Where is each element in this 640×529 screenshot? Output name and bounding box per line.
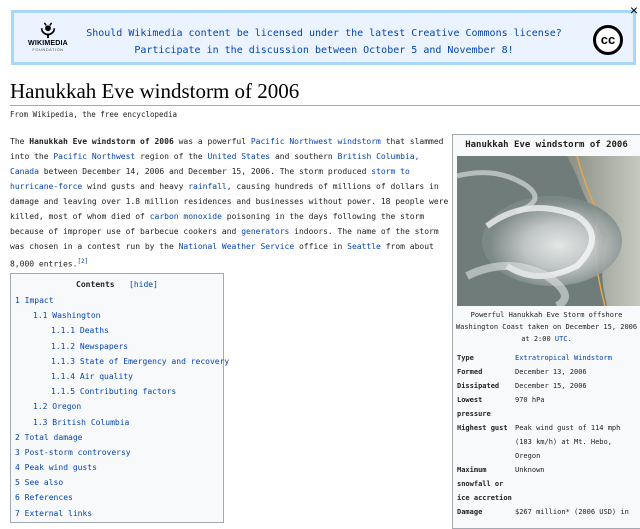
close-icon[interactable]: × (629, 2, 638, 18)
toc-item-label[interactable]: Oregon (52, 402, 82, 412)
toc-hide-toggle[interactable]: [hide] (129, 280, 158, 289)
link-carbon-monoxide[interactable]: carbon monoxide (149, 212, 222, 221)
infobox-key: Lowest pressure (457, 396, 491, 418)
sitenotice-box (11, 10, 636, 65)
toc-item-label[interactable]: Peak wind gusts (24, 463, 97, 473)
reference-link[interactable]: [2] (77, 258, 89, 265)
wikimedia-logo-sub: FOUNDATION (32, 47, 64, 52)
toc-item[interactable] (11, 308, 223, 323)
infobox-row (453, 505, 640, 519)
toc-item[interactable] (11, 506, 223, 521)
satellite-storm-image (457, 156, 640, 306)
toc-item-number: 1.2 (33, 402, 48, 412)
toc-item[interactable] (11, 339, 223, 354)
toc-item[interactable] (11, 415, 223, 430)
link-utc[interactable]: UTC (554, 335, 568, 343)
caption-text-end: . (567, 335, 572, 343)
infobox-value: 970 hPa (515, 396, 545, 404)
lead-text: , causing hundreds of millions of dollars in damage and leaving over 1.8 million residences and businesses without power. 18 people were killed, most of whom died of (10, 182, 449, 221)
lead-text: The (10, 137, 30, 146)
toc-item-label[interactable]: See also (24, 478, 64, 488)
lead-paragraph (10, 134, 450, 272)
lead-text: office in (294, 242, 348, 251)
toc-item-number: 1.1 (33, 311, 48, 321)
lead-text: from about 8,000 entries. (10, 242, 434, 269)
infobox-key: Type (457, 354, 474, 362)
toc-item-label[interactable]: Air quality (79, 371, 133, 381)
toc-item-number: 3 (15, 447, 20, 457)
toc-item[interactable] (11, 293, 223, 308)
toc-header (11, 280, 223, 289)
infobox-key: Formed (457, 368, 483, 376)
title-divider (10, 105, 640, 106)
link-united-states[interactable]: United States (207, 152, 271, 161)
toc-item-label[interactable]: External links (24, 508, 93, 518)
toc-item-label[interactable]: Total damage (24, 432, 83, 442)
toc-item-number: 7 (15, 508, 20, 518)
lead-text: that slammed into the (10, 137, 444, 161)
toc-item-number: 2 (15, 432, 20, 442)
lead-text: and southern (270, 152, 338, 161)
infobox-value: December 15, 2006 (515, 382, 587, 390)
toc-list (11, 293, 230, 521)
toc-item-number: 4 (15, 463, 20, 473)
toc-item-label[interactable]: Impact (24, 296, 54, 305)
infobox-value: Unknown (515, 466, 545, 474)
link-seattle[interactable]: Seattle (347, 242, 381, 251)
toc-item[interactable] (11, 384, 223, 399)
toc-item[interactable] (11, 430, 223, 445)
toc-item-number: 1 (15, 296, 20, 305)
infobox-title: Hanukkah Eve windstorm of 2006 (465, 140, 628, 150)
infobox-row (453, 463, 640, 505)
lead-text: region of the (135, 152, 208, 161)
toc-item[interactable] (11, 369, 223, 384)
link-rainfall[interactable]: rainfall (188, 182, 227, 191)
toc-item-number: 6 (15, 493, 20, 503)
link-storm-force[interactable]: storm to hurricane-force (10, 167, 410, 191)
toc-item-label[interactable]: References (24, 493, 73, 503)
link-british-columbia[interactable]: British Columbia, Canada (10, 152, 420, 176)
toc-item-label[interactable]: Deaths (79, 326, 109, 336)
site-tagline: From Wikipedia, the free encyclopedia (10, 110, 178, 119)
satellite-image[interactable] (457, 156, 640, 306)
infobox-value[interactable]: Extratropical Windstorm (515, 354, 612, 362)
infobox-key: Highest gust (457, 424, 508, 432)
toc-item-label[interactable]: State of Emergency and recovery (79, 356, 230, 366)
sitenotice-text (84, 25, 564, 59)
toc-item-label[interactable]: Post-storm controversy (24, 447, 131, 457)
infobox-caption (453, 309, 640, 345)
infobox-key: Dissipated (457, 382, 500, 390)
toc-item[interactable] (11, 323, 223, 338)
wikimedia-logo[interactable] (24, 21, 72, 61)
toc-item-label[interactable]: British Columbia (52, 417, 130, 427)
infobox-row (453, 393, 640, 421)
table-of-contents (10, 273, 230, 523)
lead-text: poisoning in the days following the storm because of improper use of barbecue cookers and (10, 212, 425, 236)
toc-item-number: 1.1.5 (51, 387, 76, 397)
caption-text: Powerful Hanukkah Eve Storm offshore Washington Coast taken on December 15, 2006 at 2:00 (455, 311, 638, 343)
infobox-value: $267 million* (2006 USD) in (515, 508, 629, 516)
toc-item[interactable] (11, 354, 230, 369)
link-pnw-windstorm[interactable]: Pacific Northwest windstorm (250, 137, 381, 146)
infobox-value: December 13, 2006 (515, 368, 587, 376)
sitenotice-line1[interactable]: Should Wikimedia content be licensed under the latest Creative Commons license? (86, 28, 562, 39)
infobox-row (453, 421, 640, 463)
toc-item-number: 1.1.2 (51, 341, 76, 351)
toc-item-number: 1.1.1 (51, 326, 76, 336)
infobox-value: Peak wind gust of 114 mph (183 km/h) at Mt. Hebo, Oregon (515, 424, 621, 460)
infobox-row (453, 351, 640, 365)
infobox-row (453, 365, 640, 379)
toc-item-number: 1.1.3 (51, 356, 76, 366)
page-title: Hanukkah Eve windstorm of 2006 (10, 79, 300, 103)
toc-item[interactable] (11, 445, 223, 460)
link-pacific-northwest[interactable]: Pacific Northwest (53, 152, 136, 161)
lead-text: indoors. The name of the storm was chosen in a contest run by the (10, 227, 439, 251)
toc-item[interactable] (11, 490, 223, 505)
lead-text: wind gusts and heavy (82, 182, 189, 191)
toc-item-label[interactable]: Newspapers (79, 341, 129, 351)
toc-title: Contents (76, 280, 115, 289)
toc-item-label[interactable]: Washington (52, 311, 101, 321)
wikimedia-globe-icon (39, 21, 57, 39)
infobox-key: Damage (457, 508, 483, 516)
toc-item-number: 1.1.4 (51, 371, 76, 381)
link-nws[interactable]: National Weather Service (178, 242, 295, 251)
creative-commons-icon[interactable]: cc (593, 25, 623, 55)
toc-item[interactable] (11, 460, 223, 475)
sitenotice-banner (0, 0, 640, 76)
infobox (452, 134, 640, 529)
infobox-row (453, 379, 640, 393)
wikimedia-logo-name: WIKIMEDIA (28, 40, 68, 47)
toc-item-number: 1.3 (33, 417, 48, 427)
toc-item[interactable] (11, 399, 223, 414)
article-subject: Hanukkah Eve windstorm of 2006 (29, 137, 174, 146)
lead-text: was a powerful (173, 137, 251, 146)
toc-item-number: 5 (15, 478, 20, 488)
link-generators[interactable]: generators (241, 227, 290, 236)
toc-item-label[interactable]: Contributing factors (79, 387, 177, 397)
sitenotice-line2[interactable]: Participate in the discussion between October 5 and November 8! (134, 45, 514, 56)
lead-text: between December 14, 2006 and December 15, 2006. The storm produced (38, 167, 372, 176)
toc-item[interactable] (11, 475, 223, 490)
infobox-table (453, 351, 640, 519)
infobox-key: Maximum snowfall or ice accretion (457, 466, 512, 502)
